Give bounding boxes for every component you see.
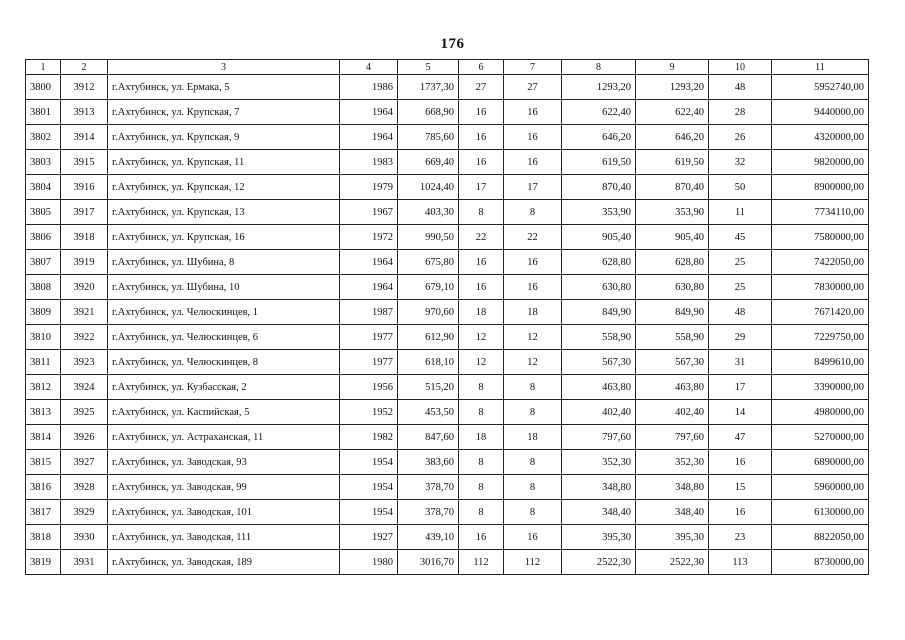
cell-record-number: 3915 — [61, 150, 108, 175]
cell-col-8-value: 402,40 — [562, 400, 636, 425]
cell-record-number: 3914 — [61, 125, 108, 150]
cell-col-7-value: 8 — [504, 475, 562, 500]
cell-col-10-value: 15 — [709, 475, 772, 500]
table-row — [26, 350, 869, 375]
table-row — [26, 425, 869, 450]
cell-row-index: 3807 — [26, 250, 61, 275]
table-row — [26, 175, 869, 200]
cell-record-number: 3925 — [61, 400, 108, 425]
column-header-1: 1 — [26, 60, 61, 75]
cell-col-10-value: 48 — [709, 300, 772, 325]
cell-address: г.Ахтубинск, ул. Шубина, 8 — [108, 250, 340, 275]
cell-col-8-value: 348,40 — [562, 500, 636, 525]
cell-record-number: 3916 — [61, 175, 108, 200]
cell-col-10-value: 47 — [709, 425, 772, 450]
cell-col-8-value: 348,80 — [562, 475, 636, 500]
cell-year-built: 1954 — [340, 450, 398, 475]
cell-year-built: 1964 — [340, 125, 398, 150]
cell-col-6-value: 18 — [459, 425, 504, 450]
cell-record-number: 3913 — [61, 100, 108, 125]
table-row — [26, 475, 869, 500]
cell-col-8-value: 463,80 — [562, 375, 636, 400]
cell-col-7-value: 27 — [504, 75, 562, 100]
cell-total-area: 439,10 — [398, 525, 459, 550]
cell-amount: 5960000,00 — [772, 475, 869, 500]
table-row — [26, 325, 869, 350]
cell-col-9-value: 622,40 — [636, 100, 709, 125]
cell-amount: 8822050,00 — [772, 525, 869, 550]
cell-row-index: 3802 — [26, 125, 61, 150]
cell-col-9-value: 797,60 — [636, 425, 709, 450]
cell-record-number: 3923 — [61, 350, 108, 375]
cell-col-7-value: 16 — [504, 275, 562, 300]
cell-row-index: 3813 — [26, 400, 61, 425]
table-row — [26, 450, 869, 475]
cell-year-built: 1987 — [340, 300, 398, 325]
cell-col-9-value: 630,80 — [636, 275, 709, 300]
cell-col-7-value: 12 — [504, 325, 562, 350]
cell-year-built: 1972 — [340, 225, 398, 250]
cell-col-6-value: 12 — [459, 325, 504, 350]
cell-address: г.Ахтубинск, ул. Астраханская, 11 — [108, 425, 340, 450]
cell-amount: 7229750,00 — [772, 325, 869, 350]
cell-col-8-value: 797,60 — [562, 425, 636, 450]
column-header-10: 10 — [709, 60, 772, 75]
cell-record-number: 3917 — [61, 200, 108, 225]
cell-col-6-value: 16 — [459, 275, 504, 300]
table-row — [26, 75, 869, 100]
cell-address: г.Ахтубинск, ул. Крупская, 12 — [108, 175, 340, 200]
cell-col-9-value: 348,80 — [636, 475, 709, 500]
cell-total-area: 1024,40 — [398, 175, 459, 200]
column-header-8: 8 — [562, 60, 636, 75]
cell-year-built: 1977 — [340, 325, 398, 350]
cell-col-6-value: 22 — [459, 225, 504, 250]
table-row — [26, 250, 869, 275]
cell-year-built: 1927 — [340, 525, 398, 550]
table-row — [26, 400, 869, 425]
cell-col-9-value: 402,40 — [636, 400, 709, 425]
cell-col-10-value: 113 — [709, 550, 772, 575]
cell-col-6-value: 16 — [459, 125, 504, 150]
column-header-9: 9 — [636, 60, 709, 75]
cell-amount: 7734110,00 — [772, 200, 869, 225]
cell-total-area: 679,10 — [398, 275, 459, 300]
cell-address: г.Ахтубинск, ул. Крупская, 11 — [108, 150, 340, 175]
table-row — [26, 550, 869, 575]
cell-year-built: 1964 — [340, 100, 398, 125]
cell-col-8-value: 849,90 — [562, 300, 636, 325]
column-header-11: 11 — [772, 60, 869, 75]
table-body — [26, 75, 869, 575]
cell-col-8-value: 353,90 — [562, 200, 636, 225]
cell-year-built: 1964 — [340, 275, 398, 300]
cell-record-number: 3922 — [61, 325, 108, 350]
cell-record-number: 3919 — [61, 250, 108, 275]
cell-col-8-value: 395,30 — [562, 525, 636, 550]
cell-col-7-value: 8 — [504, 500, 562, 525]
cell-address: г.Ахтубинск, ул. Челюскинцев, 6 — [108, 325, 340, 350]
cell-col-8-value: 619,50 — [562, 150, 636, 175]
cell-year-built: 1956 — [340, 375, 398, 400]
cell-row-index: 3811 — [26, 350, 61, 375]
page-number: 176 — [440, 36, 465, 52]
cell-col-10-value: 23 — [709, 525, 772, 550]
cell-address: г.Ахтубинск, ул. Заводская, 93 — [108, 450, 340, 475]
table-row — [26, 150, 869, 175]
cell-total-area: 785,60 — [398, 125, 459, 150]
cell-total-area: 669,40 — [398, 150, 459, 175]
cell-col-8-value: 622,40 — [562, 100, 636, 125]
table-row — [26, 100, 869, 125]
cell-col-10-value: 48 — [709, 75, 772, 100]
cell-record-number: 3927 — [61, 450, 108, 475]
cell-col-6-value: 17 — [459, 175, 504, 200]
cell-total-area: 612,90 — [398, 325, 459, 350]
cell-col-9-value: 395,30 — [636, 525, 709, 550]
column-header-6: 6 — [459, 60, 504, 75]
cell-col-9-value: 567,30 — [636, 350, 709, 375]
cell-col-6-value: 8 — [459, 375, 504, 400]
cell-col-9-value: 558,90 — [636, 325, 709, 350]
table-row — [26, 125, 869, 150]
cell-amount: 7830000,00 — [772, 275, 869, 300]
cell-col-9-value: 463,80 — [636, 375, 709, 400]
cell-record-number: 3928 — [61, 475, 108, 500]
cell-year-built: 1954 — [340, 475, 398, 500]
cell-col-10-value: 14 — [709, 400, 772, 425]
column-header-4: 4 — [340, 60, 398, 75]
cell-row-index: 3804 — [26, 175, 61, 200]
cell-col-6-value: 16 — [459, 525, 504, 550]
cell-row-index: 3809 — [26, 300, 61, 325]
cell-amount: 8730000,00 — [772, 550, 869, 575]
cell-amount: 6890000,00 — [772, 450, 869, 475]
cell-row-index: 3812 — [26, 375, 61, 400]
cell-record-number: 3929 — [61, 500, 108, 525]
cell-col-10-value: 32 — [709, 150, 772, 175]
cell-address: г.Ахтубинск, ул. Крупская, 7 — [108, 100, 340, 125]
cell-total-area: 453,50 — [398, 400, 459, 425]
cell-col-9-value: 628,80 — [636, 250, 709, 275]
cell-col-9-value: 352,30 — [636, 450, 709, 475]
cell-col-8-value: 870,40 — [562, 175, 636, 200]
cell-record-number: 3912 — [61, 75, 108, 100]
cell-col-6-value: 112 — [459, 550, 504, 575]
cell-col-8-value: 646,20 — [562, 125, 636, 150]
cell-row-index: 3815 — [26, 450, 61, 475]
cell-address: г.Ахтубинск, ул. Челюскинцев, 1 — [108, 300, 340, 325]
cell-year-built: 1980 — [340, 550, 398, 575]
cell-col-10-value: 29 — [709, 325, 772, 350]
cell-total-area: 990,50 — [398, 225, 459, 250]
cell-amount: 7580000,00 — [772, 225, 869, 250]
cell-col-10-value: 31 — [709, 350, 772, 375]
cell-address: г.Ахтубинск, ул. Заводская, 101 — [108, 500, 340, 525]
cell-row-index: 3808 — [26, 275, 61, 300]
cell-col-7-value: 16 — [504, 150, 562, 175]
cell-total-area: 1737,30 — [398, 75, 459, 100]
column-header-2: 2 — [61, 60, 108, 75]
cell-record-number: 3930 — [61, 525, 108, 550]
cell-col-6-value: 8 — [459, 500, 504, 525]
cell-record-number: 3921 — [61, 300, 108, 325]
cell-col-6-value: 16 — [459, 100, 504, 125]
column-header-5: 5 — [398, 60, 459, 75]
cell-amount: 8900000,00 — [772, 175, 869, 200]
cell-address: г.Ахтубинск, ул. Крупская, 9 — [108, 125, 340, 150]
cell-year-built: 1954 — [340, 500, 398, 525]
cell-record-number: 3926 — [61, 425, 108, 450]
cell-total-area: 378,70 — [398, 475, 459, 500]
cell-col-8-value: 352,30 — [562, 450, 636, 475]
cell-amount: 7422050,00 — [772, 250, 869, 275]
cell-col-6-value: 27 — [459, 75, 504, 100]
cell-col-9-value: 849,90 — [636, 300, 709, 325]
cell-col-8-value: 630,80 — [562, 275, 636, 300]
cell-amount: 3390000,00 — [772, 375, 869, 400]
column-header-3: 3 — [108, 60, 340, 75]
cell-col-6-value: 18 — [459, 300, 504, 325]
cell-year-built: 1964 — [340, 250, 398, 275]
cell-total-area: 378,70 — [398, 500, 459, 525]
cell-total-area: 675,80 — [398, 250, 459, 275]
cell-col-8-value: 1293,20 — [562, 75, 636, 100]
cell-col-7-value: 16 — [504, 525, 562, 550]
cell-record-number: 3931 — [61, 550, 108, 575]
cell-col-6-value: 8 — [459, 200, 504, 225]
cell-row-index: 3819 — [26, 550, 61, 575]
cell-col-7-value: 8 — [504, 200, 562, 225]
cell-col-6-value: 8 — [459, 400, 504, 425]
cell-col-6-value: 16 — [459, 250, 504, 275]
cell-col-7-value: 16 — [504, 125, 562, 150]
cell-total-area: 3016,70 — [398, 550, 459, 575]
registry-table — [25, 59, 869, 575]
cell-col-6-value: 12 — [459, 350, 504, 375]
cell-col-7-value: 8 — [504, 450, 562, 475]
cell-col-10-value: 11 — [709, 200, 772, 225]
cell-col-9-value: 1293,20 — [636, 75, 709, 100]
cell-col-6-value: 8 — [459, 450, 504, 475]
cell-col-10-value: 25 — [709, 275, 772, 300]
cell-row-index: 3803 — [26, 150, 61, 175]
cell-row-index: 3806 — [26, 225, 61, 250]
table-row — [26, 375, 869, 400]
cell-row-index: 3816 — [26, 475, 61, 500]
cell-year-built: 1982 — [340, 425, 398, 450]
cell-row-index: 3817 — [26, 500, 61, 525]
cell-col-7-value: 22 — [504, 225, 562, 250]
cell-amount: 9440000,00 — [772, 100, 869, 125]
cell-col-10-value: 25 — [709, 250, 772, 275]
cell-record-number: 3920 — [61, 275, 108, 300]
cell-address: г.Ахтубинск, ул. Каспийская, 5 — [108, 400, 340, 425]
cell-record-number: 3918 — [61, 225, 108, 250]
cell-col-10-value: 45 — [709, 225, 772, 250]
cell-col-7-value: 8 — [504, 400, 562, 425]
cell-col-9-value: 646,20 — [636, 125, 709, 150]
cell-col-10-value: 16 — [709, 450, 772, 475]
cell-address: г.Ахтубинск, ул. Крупская, 13 — [108, 200, 340, 225]
cell-year-built: 1979 — [340, 175, 398, 200]
cell-col-10-value: 26 — [709, 125, 772, 150]
cell-address: г.Ахтубинск, ул. Заводская, 111 — [108, 525, 340, 550]
cell-col-7-value: 17 — [504, 175, 562, 200]
cell-total-area: 668,90 — [398, 100, 459, 125]
cell-address: г.Ахтубинск, ул. Кузбасская, 2 — [108, 375, 340, 400]
cell-amount: 5952740,00 — [772, 75, 869, 100]
cell-col-9-value: 353,90 — [636, 200, 709, 225]
cell-col-9-value: 619,50 — [636, 150, 709, 175]
cell-col-7-value: 16 — [504, 100, 562, 125]
table-row — [26, 300, 869, 325]
cell-col-8-value: 628,80 — [562, 250, 636, 275]
cell-col-6-value: 16 — [459, 150, 504, 175]
cell-amount: 6130000,00 — [772, 500, 869, 525]
cell-year-built: 1967 — [340, 200, 398, 225]
cell-col-7-value: 8 — [504, 375, 562, 400]
cell-col-7-value: 112 — [504, 550, 562, 575]
cell-col-10-value: 28 — [709, 100, 772, 125]
cell-row-index: 3814 — [26, 425, 61, 450]
cell-col-8-value: 905,40 — [562, 225, 636, 250]
cell-col-7-value: 18 — [504, 300, 562, 325]
cell-amount: 4320000,00 — [772, 125, 869, 150]
cell-col-6-value: 8 — [459, 475, 504, 500]
cell-year-built: 1977 — [340, 350, 398, 375]
cell-row-index: 3800 — [26, 75, 61, 100]
cell-col-10-value: 16 — [709, 500, 772, 525]
table-row — [26, 500, 869, 525]
cell-col-9-value: 870,40 — [636, 175, 709, 200]
cell-address: г.Ахтубинск, ул. Челюскинцев, 8 — [108, 350, 340, 375]
cell-col-7-value: 16 — [504, 250, 562, 275]
cell-total-area: 403,30 — [398, 200, 459, 225]
cell-row-index: 3810 — [26, 325, 61, 350]
table-row — [26, 525, 869, 550]
cell-total-area: 970,60 — [398, 300, 459, 325]
cell-address: г.Ахтубинск, ул. Крупская, 16 — [108, 225, 340, 250]
cell-year-built: 1983 — [340, 150, 398, 175]
column-header-7: 7 — [504, 60, 562, 75]
cell-row-index: 3805 — [26, 200, 61, 225]
cell-total-area: 383,60 — [398, 450, 459, 475]
cell-col-7-value: 12 — [504, 350, 562, 375]
cell-amount: 8499610,00 — [772, 350, 869, 375]
cell-address: г.Ахтубинск, ул. Шубина, 10 — [108, 275, 340, 300]
table-header-row — [26, 60, 869, 75]
cell-address: г.Ахтубинск, ул. Заводская, 99 — [108, 475, 340, 500]
cell-col-10-value: 17 — [709, 375, 772, 400]
cell-address: г.Ахтубинск, ул. Ермака, 5 — [108, 75, 340, 100]
cell-address: г.Ахтубинск, ул. Заводская, 189 — [108, 550, 340, 575]
cell-col-10-value: 50 — [709, 175, 772, 200]
cell-amount: 4980000,00 — [772, 400, 869, 425]
cell-col-8-value: 558,90 — [562, 325, 636, 350]
cell-total-area: 847,60 — [398, 425, 459, 450]
table-row — [26, 225, 869, 250]
cell-row-index: 3801 — [26, 100, 61, 125]
cell-total-area: 618,10 — [398, 350, 459, 375]
cell-record-number: 3924 — [61, 375, 108, 400]
table-row — [26, 200, 869, 225]
cell-col-9-value: 2522,30 — [636, 550, 709, 575]
cell-year-built: 1952 — [340, 400, 398, 425]
cell-year-built: 1986 — [340, 75, 398, 100]
cell-col-8-value: 567,30 — [562, 350, 636, 375]
cell-amount: 5270000,00 — [772, 425, 869, 450]
cell-row-index: 3818 — [26, 525, 61, 550]
cell-total-area: 515,20 — [398, 375, 459, 400]
cell-col-9-value: 905,40 — [636, 225, 709, 250]
cell-col-8-value: 2522,30 — [562, 550, 636, 575]
cell-col-9-value: 348,40 — [636, 500, 709, 525]
cell-amount: 7671420,00 — [772, 300, 869, 325]
table-row — [26, 275, 869, 300]
cell-amount: 9820000,00 — [772, 150, 869, 175]
cell-col-7-value: 18 — [504, 425, 562, 450]
